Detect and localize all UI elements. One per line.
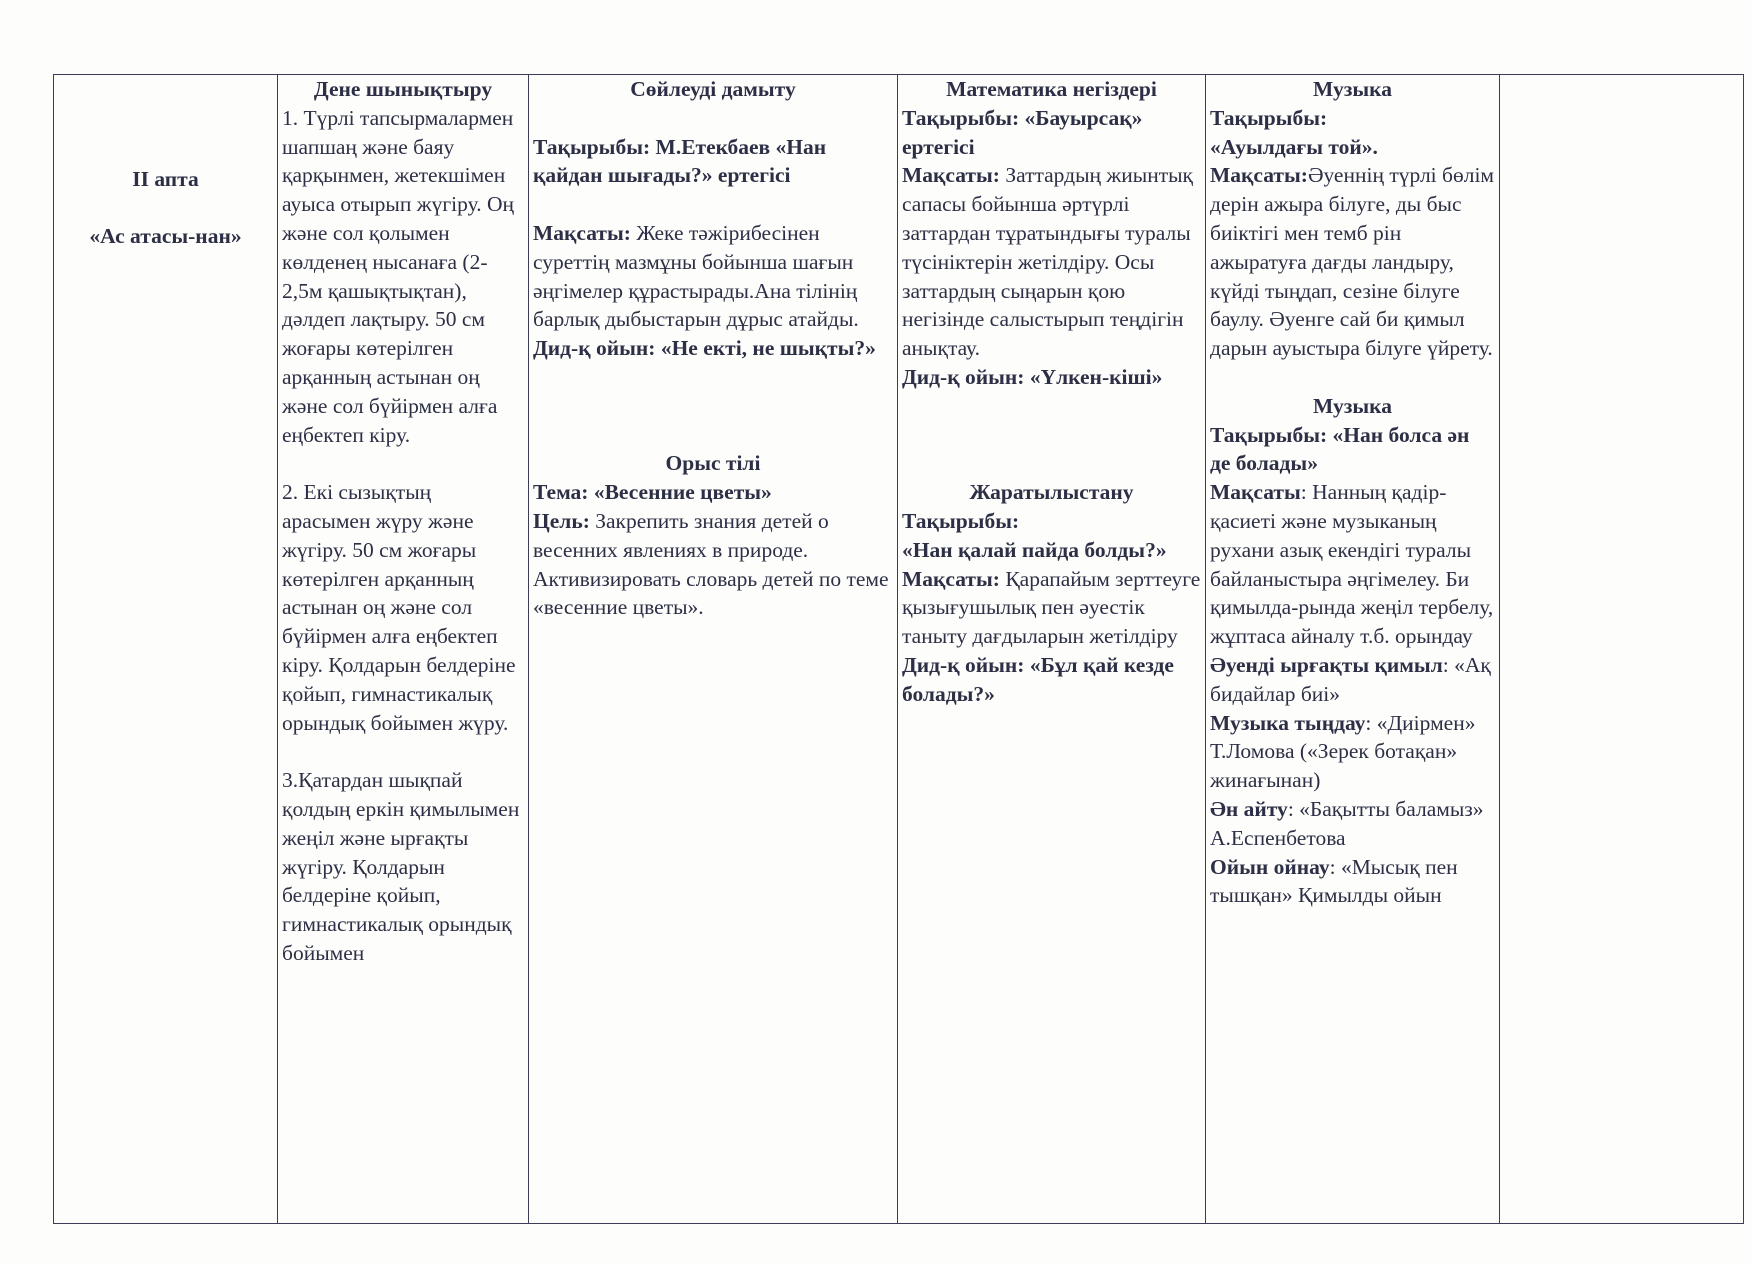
music2-listen-label: Музыка тыңдау (1210, 710, 1366, 735)
music2-rhythm-label: Әуенді ырғақты қимыл (1210, 652, 1443, 677)
speech-goal-label: Мақсаты: (533, 220, 631, 245)
plan-sheet (53, 74, 1744, 1224)
pe-item-1: 1. Түрлі тапсырмалармен шапшаң және баяу қарқынмен, жетекшімен ауыса отырып жүгіру. Оң және сол қолымен көлденең нысанаға (2-2,5м қашықтықтан), дәлдеп лақтыру. 50 см жоғары көтерілген арқанның астынан оң және сол бүйірмен алға еңбектеп кіру. (282, 105, 514, 447)
russian-goal (533, 507, 893, 622)
music2-sing (1210, 795, 1495, 853)
music2-topic (1210, 421, 1495, 479)
math-goal (902, 161, 1201, 363)
music1-topic-label: Тақырыбы: (1210, 105, 1328, 130)
pe-item-2: 2. Екі сызықтың арасымен жүру және жүгіру. 50 см жоғары көтерілген арқанның астынан оң және сол бүйірмен алға еңбектеп кіру. Қолдарын белдеріне қойып, гимнастикалық орындық бойымен жүру. (282, 480, 516, 735)
russian-goal-text: Закрепить знания детей о весенних явлениях в природе. Активизировать словарь детей по теме «весенние цветы». (533, 508, 889, 620)
nature-game: Дид-қ ойын: «Бұл қай кезде болады?» (902, 652, 1174, 706)
math-goal-text: Заттардың жиынтық сапасы бойынша әртүрлі заттардан тұратындығы туралы түсініктерін жетілдіру. Осы заттардың сыңарын қою негізінде салыстырып теңдігін анықтау. (902, 163, 1193, 361)
music2-play-text: : «Мысық пен тышқан» Қимылды ойын (1210, 854, 1458, 908)
russian-title: Орыс тілі (665, 451, 761, 476)
music1-goal (1210, 161, 1495, 363)
nature-topic: «Нан қалай пайда болды?» (902, 537, 1167, 562)
math-topic: Тақырыбы: «Бауырсақ» ертегісі (902, 105, 1143, 159)
speech-game: Дид-қ ойын: «Не екті, не шықты?» (533, 336, 876, 361)
nature-goal-text: Қарапайым зерттеуге қызығушылық пен әуестік таныту дағдыларын жетілдіру (902, 566, 1201, 649)
math-game: Дид-қ ойын: «Үлкен-кіші» (902, 364, 1163, 389)
nature-goal-label: Мақсаты: (902, 566, 1000, 591)
nature-title: Жаратылыстану (969, 480, 1134, 505)
math-goal-label: Мақсаты: (902, 163, 1000, 188)
russian-topic: Тема: «Весенние цветы» (533, 480, 772, 505)
music2-rhythm (1210, 651, 1495, 709)
week-theme: «Ас атасы-нан» (89, 223, 242, 248)
music2-goal (1210, 478, 1495, 651)
music2-goal-label: Мақсаты (1210, 480, 1301, 505)
week-label: II апта (132, 167, 199, 191)
music2-play-label: Ойын ойнау (1210, 854, 1330, 879)
speech-cell (529, 75, 898, 1224)
music2-rhythm-text: : «Ақ бидайлар биі» (1210, 652, 1491, 706)
music2-topic-label: Тақырыбы (1210, 422, 1321, 447)
table-row (54, 75, 1744, 1224)
pe-item-3: 3.Қатардан шықпай қолдың еркін қимылымен жеңіл және ырғақты жүгіру. Қолдарын белдеріне қойып, гимнастикалық орындық бойымен (282, 768, 520, 965)
weekly-plan-table (53, 74, 1744, 1224)
music1-topic: «Ауылдағы той». (1210, 134, 1378, 159)
music2-title: Музыка (1313, 393, 1392, 418)
empty-cell (1500, 75, 1744, 1224)
music2-sing-text: : «Бақытты баламыз» А.Еспенбетова (1210, 796, 1484, 850)
music2-goal-text: : Нанның қадір-қасиеті және музыканың рухани азық екендігі туралы байланыстыра әңгімелеу. Би қимылда-рында жеңіл тербелу, жұптаса айналу т.б. орындау (1210, 480, 1494, 649)
music2-topic-text: : «Нан болса ән де болады» (1210, 422, 1470, 476)
pe-cell (278, 75, 529, 1224)
nature-goal (902, 565, 1201, 651)
music1-title: Музыка (1313, 77, 1392, 101)
music2-play (1210, 853, 1495, 911)
speech-title: Сөйлеуді дамыту (630, 77, 796, 101)
speech-goal-text: Жеке тәжірибесінен суреттің мазмұны бойынша шағын әңгімелер құрастырады.Ана тілінің барлық дыбыстарын дұрыс атайды. (533, 220, 859, 332)
music1-goal-text: Әуеннің түрлі бөлім дерін ажыра білуге, ды быс биіктігі мен темб рін ажыратуға дағды ландыру, күйді тыңдап, сезіне білуге баулу. Әуенге сай би қимыл дарын ауыстыра білуге үйрету. (1210, 163, 1495, 361)
music2-sing-label: Ән айту (1210, 796, 1288, 821)
music2-listen (1210, 709, 1495, 795)
music1-goal-label: Мақсаты: (1210, 163, 1308, 188)
music2-listen-text: : «Диірмен» Т.Ломова («Зерек ботақан» жинағынан) (1210, 710, 1476, 793)
math-cell (898, 75, 1206, 1224)
russian-goal-label: Цель: (533, 508, 590, 533)
nature-topic-label: Тақырыбы: (902, 508, 1020, 533)
pe-title: Дене шынықтыру (313, 77, 493, 101)
speech-goal (533, 219, 893, 334)
math-title: Математика негіздері (946, 77, 1157, 101)
week-cell (54, 75, 278, 1224)
music-cell (1206, 75, 1500, 1224)
speech-topic: Тақырыбы: М.Етекбаев «Нан қайдан шығады?» ертегісі (533, 134, 827, 188)
